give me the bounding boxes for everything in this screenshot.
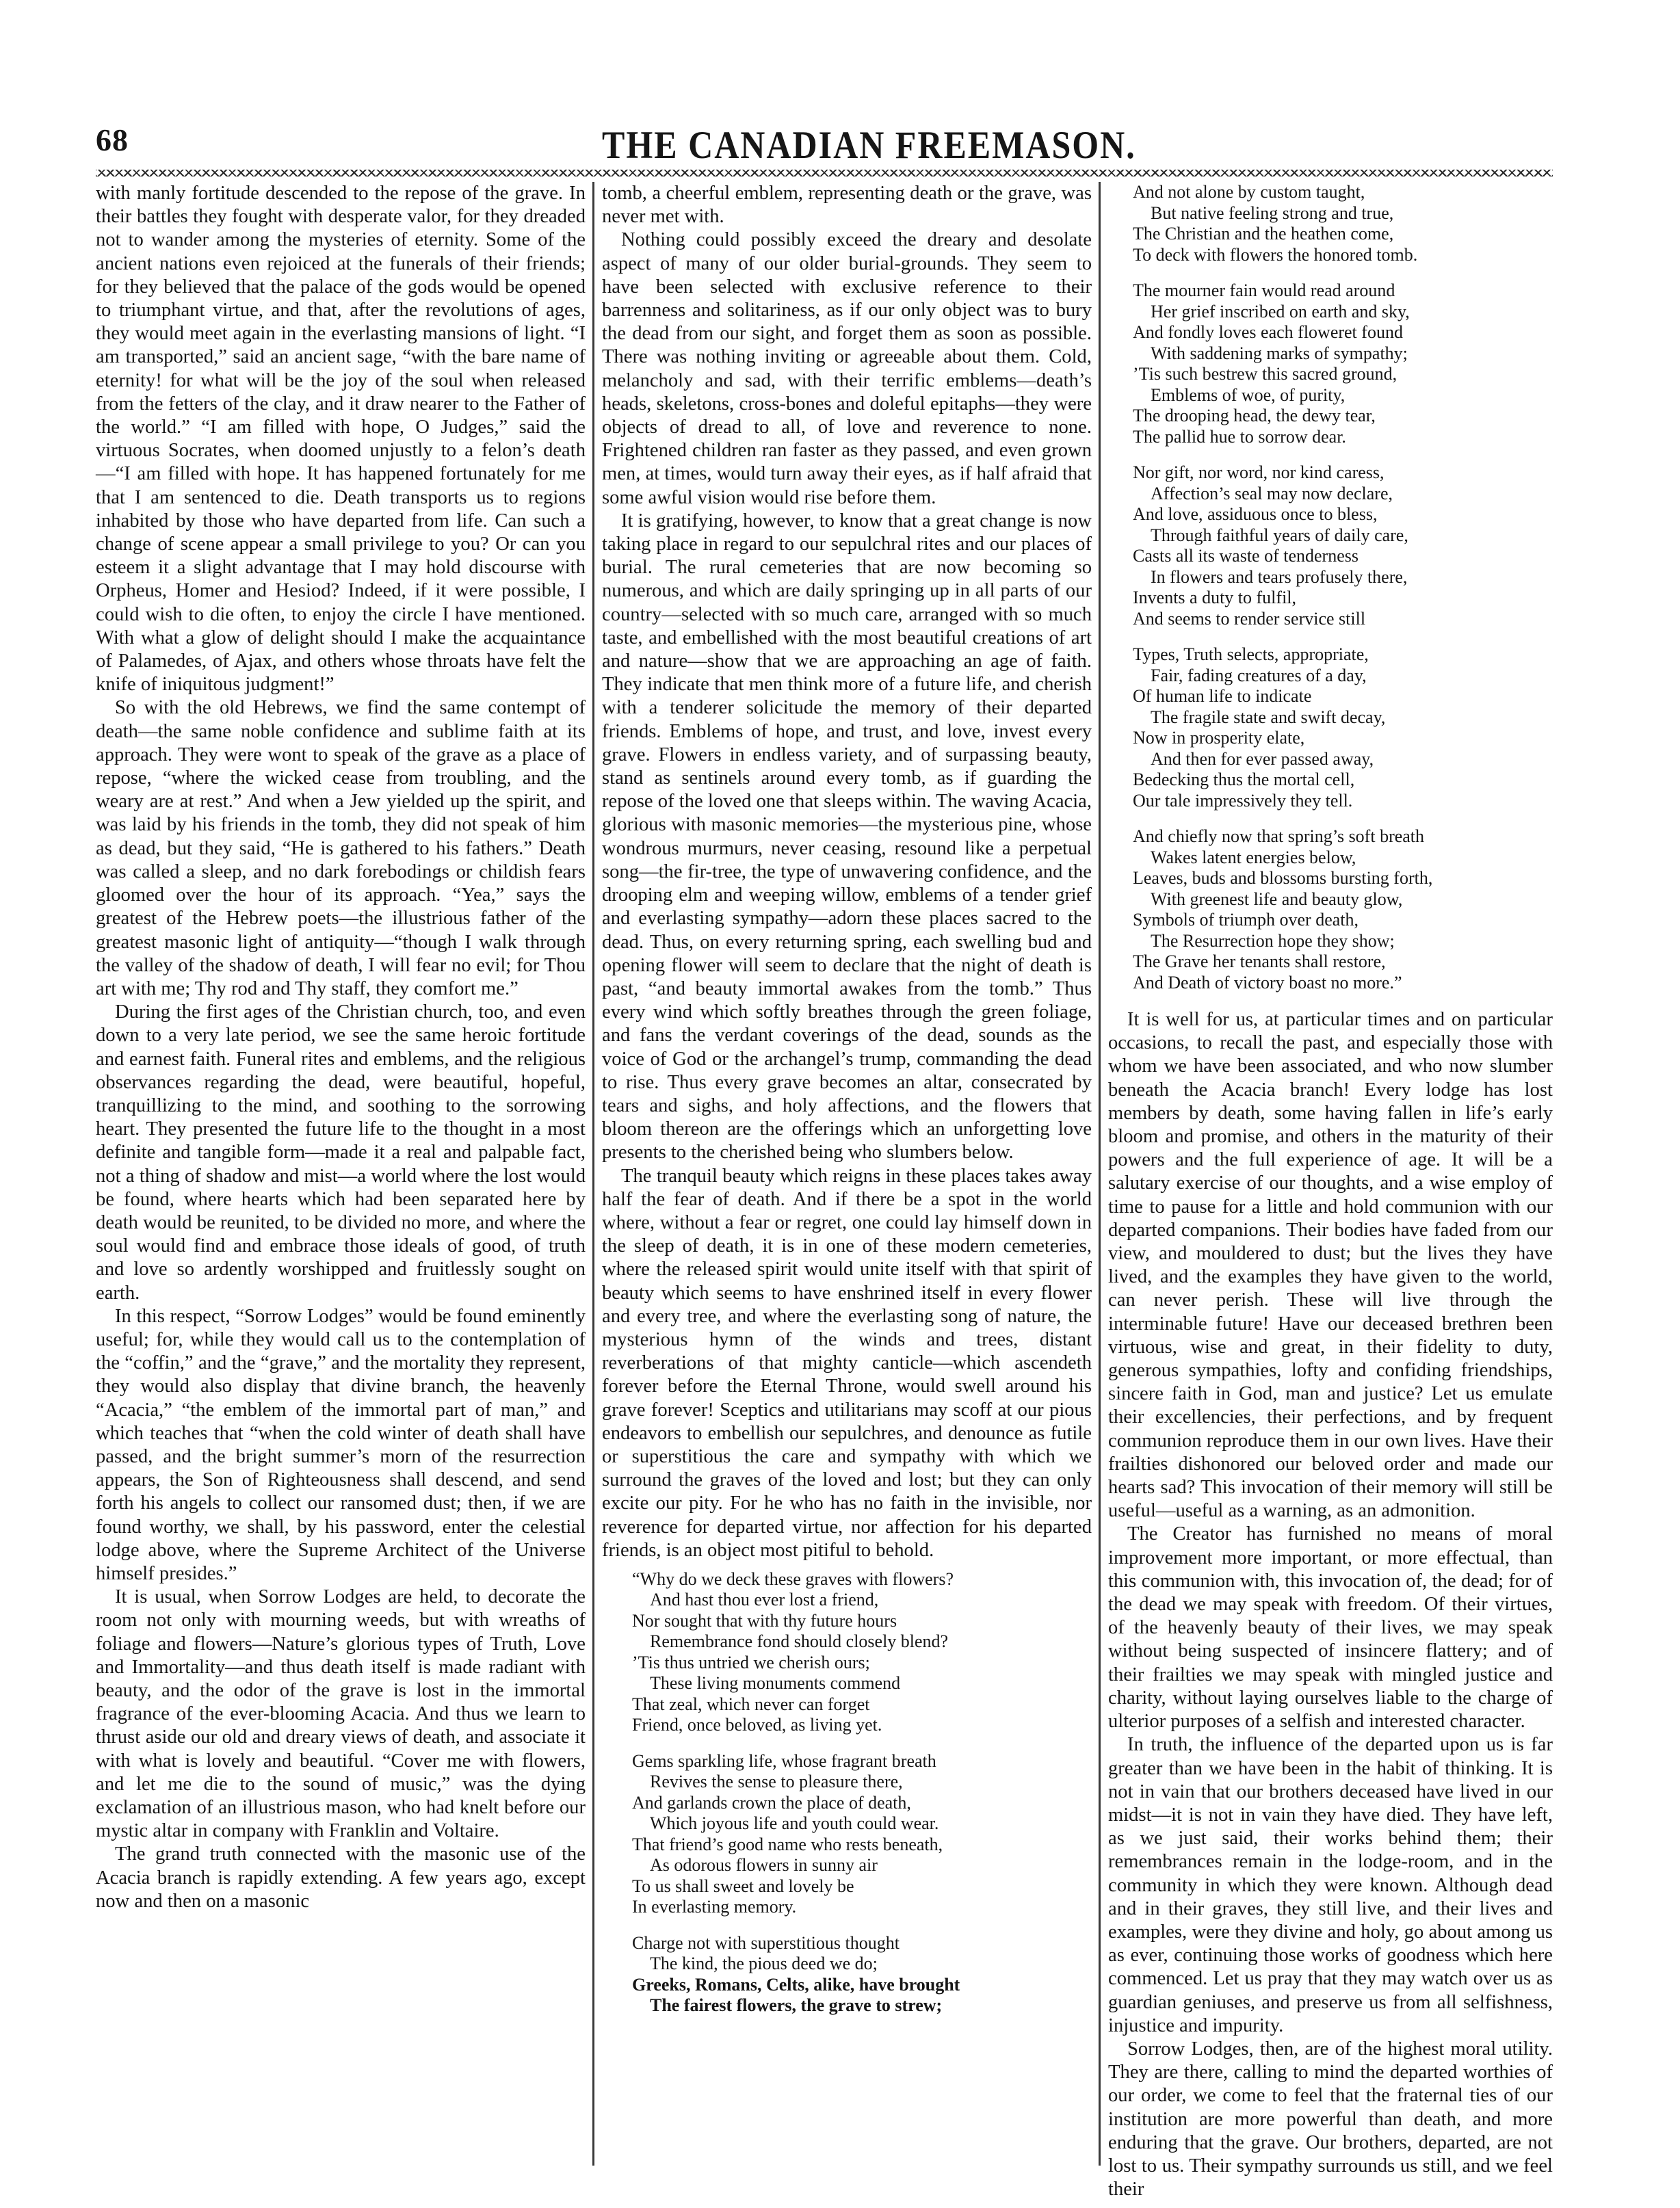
- poem-line: In flowers and tears profusely there,: [1151, 566, 1408, 587]
- poem-line: And fondly loves each floweret found: [1133, 322, 1403, 342]
- poem-line: Through faithful years of daily care,: [1151, 525, 1408, 545]
- poem-line: Charge not with superstitious thought: [632, 1932, 900, 1953]
- poem-line: With saddening marks of sympathy;: [1151, 343, 1408, 363]
- poem-line: Which joyous life and youth could wear.: [650, 1813, 939, 1834]
- poem-line: With greenest life and beauty glow,: [1151, 889, 1403, 909]
- poem-line: Now in prosperity elate,: [1133, 728, 1305, 748]
- poem-line: Types, Truth selects, appropriate,: [1133, 644, 1369, 664]
- poem-line: Invents a duty to fulfil,: [1133, 588, 1297, 607]
- header-rule: [96, 170, 1553, 176]
- poem-line: And love, assiduous once to bless,: [1133, 504, 1378, 524]
- poem-line: The Grave her tenants shall restore,: [1133, 951, 1386, 971]
- poem-line: Leaves, buds and blossoms bursting forth,: [1133, 868, 1433, 888]
- poem-line: Casts all its waste of tenderness: [1133, 546, 1359, 566]
- paragraph: Sorrow Lodges, then, are of the highest moral utility. They are there, calling to mind the departed worthies of our order, we come to feel that the fraternal ties of our institution are more powerful than death, and more enduring that the grave. Our brothers, departed, are not lost to us. Their sympathy surrounds us still, and we feel their: [1108, 2038, 1553, 2200]
- poem-line: ’Tis such bestrew this sacred ground,: [1133, 364, 1397, 384]
- poem: [632, 1569, 1092, 2016]
- paragraph: with manly fortitude descended to the repose of the grave. In their battles they fought with desperate valor, for they dreaded not to wander among the mysteries of eternity. Some of the ancient nations even rejoiced at the funerals of their friends; for they believed that the palace of the gods would be opened to triumphant virtue, and that, after the revolutions of ages, they would meet again in the everlasting mansions of light. “I am transported,” said an ancient sage, “with the bare name of eternity! for what will be the joy of the soul when released from the fetters of the clay, and it draw nearer to the Father of the world.” “I am filled with hope, O Judges,” said the virtuous Socrates, when doomed unjustly to a felon’s death—“I am filled with hope. It has happened fortunately for me that I am sentenced to die. Death transports us to regions inhabited by those who have departed from life. Can such a change of scene appear a small privilege to you? Or can you esteem it a slight advantage that I may hold discourse with Orpheus, Homer and Hesiod? Indeed, if it were possible, I could wish to die often, to enjoy the circle I have mentioned. With what a glow of delight should I make the acquaintance of Palamedes, of Ajax, and others whose throats have felt the knife of iniquitous judgment!”: [96, 183, 586, 696]
- poem-stanza: [1133, 644, 1553, 811]
- paragraph: So with the old Hebrews, we find the same contempt of death—the same noble confidence and sublime faith at its approach. They were wont to speak of the grave as a place of repose, “where the wicked cease from troubling, and the weary are at rest.” And when a Jew yielded up the spirit, and was laid by his friends in the tomb, they did not speak of him as dead, but they said, “He is gathered to his fathers.” Death was called a sleep, and no dark forebodings or childish fears gloomed over the hour of its approach. “Yea,” says the greatest of the Hebrew poets—the illustrious father of the greatest masonic light of antiquity—“though I walk through the valley of the shadow of death, I will fear no evil; for Thou art with me; Thy rod and Thy staff, they comfort me.”: [96, 697, 586, 999]
- poem-line: The pallid hue to sorrow dear.: [1133, 426, 1346, 447]
- poem-line: And not alone by custom taught,: [1133, 182, 1365, 202]
- paragraph: During the first ages of the Christian church, too, and even down to a very late period, we see the same heroic fortitude and earnest faith. Funeral rites and emblems, and the religious observances regarding the dead, were beautiful, hopeful, tranquillizing to the mind, and soothing to the sorrowing heart. They presented the future life to the thought in a most definite and tangible form—made it a real and palpable fact, not a thing of shadow and mist—a world where the lost would be found, where hearts which had been separated here by death would be reunited, to be divided no more, and where the soul would find and embrace those ideals of good, of truth and love so ardently worshipped and fruitlessly sought on earth.: [96, 1001, 586, 1304]
- poem-line: Remembrance fond should closely blend?: [650, 1631, 949, 1652]
- poem-stanza: [1133, 462, 1553, 629]
- poem-line: The drooping head, the dewy tear,: [1133, 406, 1376, 425]
- paragraph: The tranquil beauty which reigns in these places takes away half the fear of death. And if there be a spot in the world where, without a fear or regret, one could lay himself down in the sleep of death, it is in one of these modern cemeteries, where the released spirit would unite itself with that spirit of beauty which seems to have enshrined itself in every flower and every tree, and where the everlasting song of nature, the mysterious hymn of the winds and trees, distant reverberations of that mighty canticle—which ascendeth forever before the Eternal Throne, would swell around his grave forever! Sceptics and utilitarians may scoff at our pious endeavors to embellish our sepulchres, and denounce as futile or superstitious the care and sympathy with which we surround the graves of the loved and lost; but they can only excite our pity. For he who has no faith in the invisible, nor reverence for departed virtue, nor affection for his departed friends, is an object most pitiful to behold.: [602, 1165, 1092, 1561]
- poem-line: And then for ever passed away,: [1151, 748, 1374, 769]
- poem-line: Bedecking thus the mortal cell,: [1133, 770, 1355, 789]
- poem-line: And Death of victory boast no more.”: [1133, 972, 1402, 993]
- paragraph: It is gratifying, however, to know that a great change is now taking place in regard to our sepulchral rites and our places of burial. The rural cemeteries that are now becoming so numerous, and which are daily springing up in all parts of our country—selected with so much care, arranged with so much taste, and embellished with the most beautiful creations of art and nature—show that we are approaching an age of faith. They indicate that men think more of a future life, and cherish with a tenderer solicitude the memory of their departed friends. Emblems of hope, and trust, and love, invest every grave. Flowers in endless variety, and of surpassing beauty, stand as sentinels around every tomb, as if guarding the repose of the loved one that sleeps within. The waving Acacia, glorious with masonic memories—the mysterious pine, whose wondrous murmurs, never ceasing, resound like a perpetual song—the fir-tree, the type of unwavering confidence, and the drooping elm and weeping willow, emblems of a tender grief and everlasting sympathy—adorn these places sacred to the dead. Thus, on every returning spring, each swelling bud and opening flower will seem to declare that the night of death is past, “and beauty immortal awakes from the tomb.” Thus every wind which softly breathes through the green foliage, and fans the verdant coverings of the dead, sounds as the voice of God or the archangel’s trump, commanding the dead to rise. Thus every grave becomes an altar, consecrated by tears and sighs, and holy affections, and the flowers that bloom thereon are the offerings which an unforgetting love presents to the cherished being who slumbers below.: [602, 510, 1092, 1164]
- poem-line: Nor gift, nor word, nor kind caress,: [1133, 462, 1384, 482]
- poem-line: Nor sought that with thy future hours: [632, 1610, 897, 1631]
- poem-line: The Christian and the heathen come,: [1133, 224, 1394, 244]
- poem-line: Symbols of triumph over death,: [1133, 910, 1359, 930]
- poem-stanza: [632, 1569, 1092, 1736]
- poem-line: Fair, fading creatures of a day,: [1151, 665, 1367, 685]
- poem-line: Wakes latent energies below,: [1151, 847, 1356, 867]
- poem-line: Affection’s seal may now declare,: [1151, 483, 1393, 503]
- poem-line: Our tale impressively they tell.: [1133, 790, 1353, 811]
- paragraph: Nothing could possibly exceed the dreary and desolate aspect of many of our older burial-grounds. They seem to have been selected with exclusive reference to their barrenness and solitariness, as if our only object was to bury the dead from our sight, and forget them as soon as possible. There was nothing inviting or agreeable about them. Cold, melancholy and sad, with their terrific emblems—death’s heads, skeletons, cross-bones and doleful epitaphs—they were objects of dread to all, of love and reverence to none. Frightened children ran faster as they passed, and even grown men, at times, would turn away their eyes, as if half afraid that some awful vision would rise before them.: [602, 229, 1092, 508]
- running-title: THE CANADIAN FREEMASON.: [602, 122, 1136, 167]
- poem-line: And seems to render service still: [1133, 608, 1366, 629]
- column-1: [96, 182, 586, 2166]
- poem-line: The Resurrection hope they show;: [1151, 930, 1395, 951]
- poem-stanza: [632, 1751, 1092, 1918]
- poem-line: But native feeling strong and true,: [1151, 202, 1394, 223]
- paragraph: In this respect, “Sorrow Lodges” would be found eminently useful; for, while they would call us to the contemplation of the “coffin,” and the “grave,” and the mortality they represent, they would also display that divine branch, the heavenly “Acacia,” “the emblem of the immortal part of man,” and which teaches that “when the cold winter of death shall have passed, and the bright summer’s morn of the resurrection appears, the Son of Righteousness shall descend, and send forth his angels to collect our ransomed dust; then, if we are found worthy, we shall, by his password, enter the celestial lodge above, where the Supreme Architect of the Universe himself presides.”: [96, 1305, 586, 1584]
- paragraph: It is usual, when Sorrow Lodges are held, to decorate the room not only with mourning weeds, but with wreaths of foliage and flowers—Nature’s glorious types of Truth, Love and Immortality—and thus death itself is made radiant with beauty, and the odor of the grave is lost in the immortal fragrance of the ever-blooming Acacia. And thus we learn to thrust aside our old and dreary views of death, and associate it with what is lovely and beautiful. “Cover me with flowers, and let me die to the sound of music,” was the dying exclamation of an illustrious mason, who had knelt before our mystic altar in company with Franklin and Voltaire.: [96, 1586, 586, 1842]
- poem-line: The mourner fain would read around: [1133, 280, 1395, 300]
- poem-line: As odorous flowers in sunny air: [650, 1855, 878, 1876]
- poem-line: And garlands crown the place of death,: [632, 1792, 911, 1813]
- paragraph: tomb, a cheerful emblem, representing death or the grave, was never met with.: [602, 183, 1092, 228]
- poem-stanza: [1133, 826, 1553, 993]
- poem-line: And chiefly now that spring’s soft breath: [1133, 826, 1425, 846]
- poem-line: The kind, the pious deed we do;: [650, 1954, 878, 1974]
- column-rule-1: [592, 182, 594, 2166]
- poem-line: To deck with flowers the honored tomb.: [1133, 244, 1418, 265]
- poem-line: Gems sparkling life, whose fragrant breath: [632, 1750, 936, 1771]
- page-number: 68: [96, 122, 129, 157]
- poem-stanza: [632, 1933, 1092, 2016]
- column-rule-2: [1099, 182, 1101, 2166]
- poem-line: Of human life to indicate: [1133, 686, 1312, 706]
- poem-line: The fairest flowers, the grave to strew;: [650, 1995, 943, 2016]
- poem-line: In everlasting memory.: [632, 1897, 797, 1917]
- poem-line: Greeks, Romans, Celts, alike, have brought: [632, 1974, 960, 1995]
- poem-line: Friend, once beloved, as living yet.: [632, 1715, 882, 1735]
- paragraph: In truth, the influence of the departed upon us is far greater than we have been in the habit of thinking. It is not in vain that our brothers deceased have lived in our midst—it is not in vain they have died. They have left, as we just said, their works behind them; their remembrances remain in the lodge-room, and in the community in which they were known. Although dead and in their graves, they still live, and their lives and examples, were they divine and holy, go about among us as ever, continuing those works of goodness which here commenced. Let us pray that they may watch over us as guardian geniuses, and preserve us from all selfishness, injustice and impurity.: [1108, 1734, 1553, 2036]
- column-2: [602, 182, 1092, 2166]
- paragraph: It is well for us, at particular times and on particular occasions, to recall the past, and especially those with whom we have been associated, and who now slumber beneath the Acacia branch! Every lodge has lost members by death, some having fallen in life’s early bloom and promise, and others in the maturity of their powers and the full experience of age. It will be a salutary exercise of our thoughts, and a wise employ of time to pause for a little and hold communion with our departed companions. Their bodies have faded from our view, and mouldered to dust; but the lives they have lived, and the examples they have given to the world, can never perish. These will live through the interminable future! Have our deceased brethren been virtuous, wise and great, in their fidelity to duty, generous sympathies, lofty and confiding friendships, sincere faith in God, man and justice? Let us emulate their excellencies, their perfections, and by frequent communion reproduce them in our own lives. Have their frailties dishonored our beloved order and made our hearts sad? This invocation of their memory will still be useful—useful as a warning, as an admonition.: [1108, 1009, 1553, 1522]
- paragraph: The grand truth connected with the masonic use of the Acacia branch is rapidly extending. A few years ago, except now and then on a masonic: [96, 1843, 586, 1912]
- poem-line: Revives the sense to pleasure there,: [650, 1772, 903, 1792]
- poem-line: The fragile state and swift decay,: [1151, 707, 1386, 727]
- poem-line: That friend’s good name who rests beneath,: [632, 1834, 943, 1854]
- poem-line: Emblems of woe, of purity,: [1151, 384, 1346, 405]
- poem-line: And hast thou ever lost a friend,: [650, 1590, 879, 1610]
- poem-line: ’Tis thus untried we cherish ours;: [632, 1652, 870, 1672]
- poem-line: To us shall sweet and lovely be: [632, 1876, 854, 1896]
- poem-continued: [1133, 182, 1553, 993]
- column-3: [1108, 182, 1553, 2200]
- poem-line: “Why do we deck these graves with flowers?: [632, 1568, 954, 1589]
- poem-line: These living monuments commend: [650, 1673, 901, 1694]
- poem-line: Her grief inscribed on earth and sky,: [1151, 301, 1410, 321]
- paragraph: The Creator has furnished no means of moral improvement more important, or more effectual, than this communion with, this invocation of, the dead; for of the dead we may speak with freedom. Of their virtues, of the heavenly beauty of their lives, we may speak without being suspected of insincere flattery; and of their frailties we may speak with mingled justice and charity, without laying ourselves liable to the charge of ulterior purposes of a selfish and interested character.: [1108, 1523, 1553, 1733]
- poem-stanza: [1133, 182, 1553, 265]
- poem-line: That zeal, which never can forget: [632, 1694, 870, 1714]
- poem-stanza: [1133, 280, 1553, 447]
